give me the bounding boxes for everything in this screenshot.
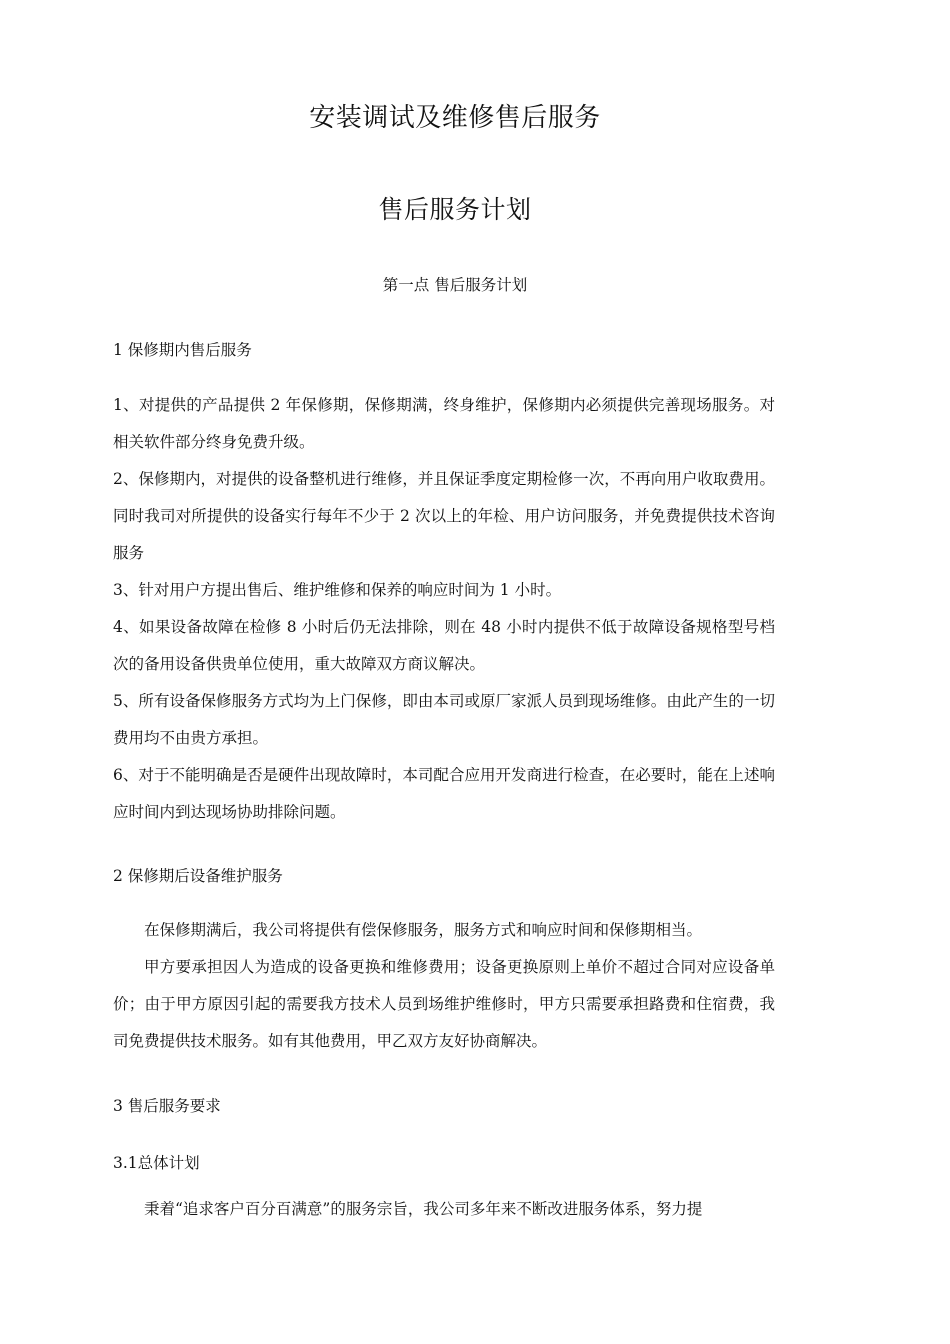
section-3-heading: 3 售后服务要求 xyxy=(113,1097,221,1115)
sub-title: 售后服务计划 xyxy=(378,195,532,224)
section-1-item-6: 6、对于不能明确是否是硬件出现故障时，本司配合应用开发商进行检查，在必要时，能在上述响应时间内到达现场协助排除问题。 xyxy=(113,766,775,821)
section-1-item-1: 1、对提供的产品提供 2 年保修期，保修期满，终身维护，保修期内必须提供完善现场服务。对相关软件部分终身免费升级。 xyxy=(113,396,775,451)
section-2-paragraph-2: 甲方要承担因人为造成的设备更换和维修费用；设备更换原则上单价不超过合同对应设备单价；由于甲方原因引起的需要我方技术人员到场维护维修时，甲方只需要承担路费和住宿费，我司免费提供技术服务。如有其他费用，甲乙双方友好协商解决。 xyxy=(113,958,775,1050)
main-title: 安装调试及维修售后服务 xyxy=(309,103,601,133)
section-2-heading: 2 保修期后设备维护服务 xyxy=(113,867,283,885)
section-2-paragraph-1: 在保修期满后，我公司将提供有偿保修服务，服务方式和响应时间和保修期相当。 xyxy=(144,921,703,939)
point-title: 第一点 售后服务计划 xyxy=(382,276,528,294)
section-1-heading: 1 保修期内售后服务 xyxy=(113,341,252,359)
section-1-item-2: 2、保修期内，对提供的设备整机进行维修，并且保证季度定期检修一次，不再向用户收取费用。同时我司对所提供的设备实行每年不少于 2 次以上的年检、用户访问服务，并免费提供技术咨询服务 xyxy=(113,470,775,562)
section-1-item-4: 4、如果设备故障在检修 8 小时后仍无法排除，则在 48 小时内提供不低于故障设备规格型号档次的备用设备供贵单位使用，重大故障双方商议解决。 xyxy=(113,618,775,673)
section-3-1-heading: 3.1总体计划 xyxy=(113,1154,200,1172)
section-3-1-paragraph: 秉着“追求客户百分百满意”的服务宗旨，我公司多年来不断改进服务体系，努力提 xyxy=(144,1200,703,1218)
section-1-item-5: 5、所有设备保修服务方式均为上门保修，即由本司或原厂家派人员到现场维修。由此产生的一切费用均不由贵方承担。 xyxy=(113,692,775,747)
section-1-item-3: 3、针对用户方提出售后、维护维修和保养的响应时间为 1 小时。 xyxy=(113,581,562,599)
